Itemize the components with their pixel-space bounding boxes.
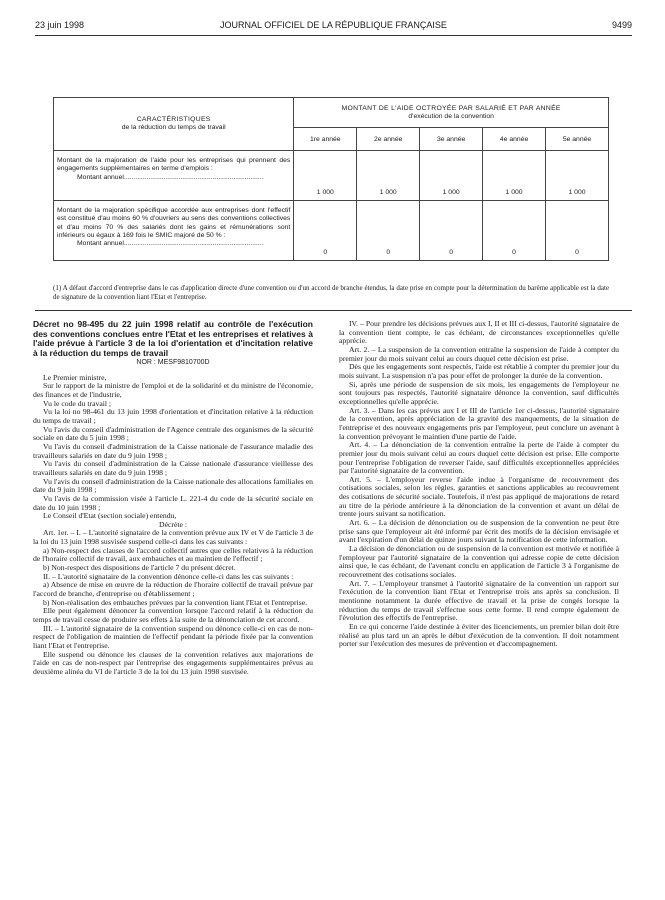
year-5-header: 5e année (546, 128, 609, 151)
table-cell: 0 (483, 201, 546, 261)
amount-title: MONTANT DE L'AIDE OCTROYÉE PAR SALARIÉ ET PAR ANNÉE (341, 104, 561, 112)
paragraph: a) Non-respect des clauses de l'accord collectif autres que celles relatives à la réduction de l'horaire collectif de travail, aux embauches et au maintien de l'effectif ; (33, 545, 313, 564)
row-text: Montant de la majoration de l'aide pour les entreprises qui prennent des engagements supplémentaires en terme d'emplois : (57, 157, 291, 173)
right-column (339, 320, 619, 649)
table-cell: 0 (357, 201, 420, 261)
table-cell: 0 (546, 201, 609, 261)
amount-subtitle: d'exécution de la convention (408, 112, 494, 120)
paragraph: Le Conseil d'Etat (section sociale) entendu, (43, 511, 177, 521)
paragraph: Art. 4. – La dénonciation de la convention entraîne la perte de l'aide à compter du premier jour du mois suivant celui au cours duquel cette décision est prise. Elle comporte pour l'entreprise l'obligation de reverser l'aide, sauf difficultés exceptionnelles appréciées par l'autorité signataire de la convention. (339, 440, 619, 476)
paragraph: En ce qui concerne l'aide destinée à éviter des licenciements, un premier bilan doit être réalisé au plus tard un an après le début d'exécution de la convention. Il doit notamment porter sur l'exécution des mesures de prévention et d'accompagnement. (339, 621, 619, 649)
table-row (54, 201, 609, 261)
paragraph: Elle peut également dénoncer la convention lorsque l'accord relatif à la réduction du temps de travail cesse de produire ses effets à la suite de la dénonciation de cet accord. (33, 606, 313, 625)
header-rule (35, 35, 632, 36)
paragraph: Vu l'avis du conseil d'administration de la Caisse nationale des allocations familiales en date du 9 juin 1998 ; (33, 476, 313, 495)
paragraph: II. – L'autorité signataire de la convention dénonce celle-ci dans les cas suivants : (43, 571, 294, 581)
paragraph: Dès que les engagements sont respectés, l'aide est rétablie à compter du premier jour du mois suivant. La suspension n'a pas pour effet de prolonger la durée de la convention. (339, 362, 619, 380)
characteristics-subtitle: de la réduction du temps de travail (121, 124, 226, 131)
left-paragraphs (33, 374, 313, 677)
paragraph: IV. – Pour prendre les décisions prévues aux I, II et III ci-dessus, l'autorité signataire de la convention tient compte, le cas échéant, de circonstances exceptionnelles qu'elle apprécie. (339, 319, 619, 346)
table-cell: 0 (420, 201, 483, 261)
decree-decides: Décrète : (159, 519, 187, 529)
row-description (54, 201, 294, 261)
paragraph: b) Non-respect des dispositions de l'article 7 du présent décret. (43, 563, 236, 573)
paragraph: a) Absence de mise en œuvre de la réduction de l'horaire collectif de travail prévue par l'accord de branche, d'entreprise ou d'établissement ; (33, 580, 313, 599)
table-row (54, 151, 609, 201)
paragraph: b) Non-réalisation des embauches prévues par la convention liant l'Etat et l'entreprise. (43, 597, 308, 607)
table-cell: 1 000 (420, 151, 483, 201)
year-4-header: 4e année (483, 128, 546, 151)
paragraph: Art. 6. – La décision de dénonciation ou de suspension de la convention ne peut être prise sans que l'employeur ait été informé par écrit des motifs de la décision envisagée et avant l'expiration d'un délai de quinze jours suivant la notification de cette information. (339, 518, 619, 545)
decree-title: Décret no 98-495 du 22 juin 1998 relatif au contrôle de l'exécution des conventions conclues entre l'Etat et les entreprises et relatives à l'aide prévue à l'article 3 de la loi d'orientation et d'incitation relative à la réduction du temps de travail (33, 319, 313, 358)
section-rule (35, 310, 632, 311)
table-cell: 1 000 (357, 151, 420, 201)
decree-nor: NOR : MESF9810700D (136, 359, 210, 366)
table-cell: 0 (294, 201, 357, 261)
paragraph: Si, après une période de suspension de six mois, les engagements de l'employeur ne sont toujours pas respectés, l'autorité signataire dénonce la convention, sauf difficultés exceptionnelles qu'elle apprécie. (339, 379, 619, 406)
paragraph: Vu le code du travail ; (43, 398, 112, 408)
paragraph: Vu l'avis du conseil d'administration de la Caisse nationale de l'assurance maladie des travailleurs salariés en date du 9 juin 1998 ; (33, 441, 313, 460)
row-subtext: Montant annuel.......................................................................... (77, 240, 264, 248)
paragraph: Art. 2. – La suspension de la convention entraîne la suspension de l'aide à compter du premier jour du mois suivant celui au cours duquel cette décision est prise. (339, 344, 619, 363)
header-journal-title: JOURNAL OFFICIEL DE LA RÉPUBLIQUE FRANÇAISE (220, 20, 447, 30)
table-cell: 1 000 (483, 151, 546, 201)
left-column (33, 320, 313, 677)
amount-header (294, 98, 609, 128)
year-1-header: 1re année (294, 128, 357, 151)
paragraph: Art. 5. – L'employeur reverse l'aide indue à l'organisme de recouvrement des cotisations sociales, selon les règles, garanties et sanctions applicables au recouvrement des cotisations de sécurité sociale. Toutefois, il n'est pas appliqué de majorations de retard au titre de la période antérieure à la dénonciation de la convention et avant un délai de trente jours suivant sa notification. (339, 474, 619, 519)
paragraph: Vu l'avis du conseil d'administration de la Caisse nationale d'assurance vieillesse des travailleurs salariés en date du 9 juin 1998 ; (33, 459, 313, 477)
aid-table (53, 97, 609, 261)
table-footnote: (1) A défaut d'accord d'entreprise dans le cas d'application directe d'une convention ou d'un accord de branche étendus, la date prise en compte pour la détermination du barème applicable est la date de signature de la convention liant l'Etat et l'entreprise. (53, 284, 609, 301)
paragraph: Art. 3. – Dans les cas prévus aux I et III de l'article 1er ci-dessus, l'autorité signataire de la convention, après appréciation de la gravité des manquements, de la situation de l'entreprise et des nouveaux engagements pris par l'employeur, peut conclure un avenant à la convention prévoyant le maintien d'une partie de l'aide. (339, 405, 619, 441)
paragraph: La décision de dénonciation ou de suspension de la convention est motivée et notifiée à l'employeur par l'autorité signataire de la convention qui adresse copie de cette décision ainsi que, le cas échéant, de l'avenant conclu en application de l'article 3 à l'organisme de recouvrement des cotisations sociales. (339, 544, 619, 580)
table-cell: 1 000 (546, 151, 609, 201)
paragraph: III. – L'autorité signataire de la convention suspend ou dénonce celle-ci en cas de non-respect de l'obligation de maintien de l'effectif pendant la période fixée par la convention liant l'Etat et l'entreprise. (33, 623, 313, 650)
characteristics-header (54, 98, 294, 151)
year-3-header: 3e année (420, 128, 483, 151)
year-2-header: 2e année (357, 128, 420, 151)
characteristics-title: CARACTÉRISTIQUES (136, 116, 211, 123)
paragraph: Elle suspend ou dénonce les clauses de la convention relatives aux majorations de l'aide en cas de non-respect par l'entreprise des engagements supplémentaires prévus au deuxième alinéa du VI de l'article 3 de la loi du 13 juin 1998 susvisée. (33, 649, 313, 676)
header-date: 23 juin 1998 (35, 20, 85, 30)
header-page-number: 9499 (611, 20, 632, 30)
paragraph: Vu l'avis de la commission visée à l'article L. 221-4 du code de la sécurité sociale en date du 10 juin 1998 ; (33, 493, 313, 512)
table-cell: 1 000 (294, 151, 357, 201)
paragraph: Vu l'avis du conseil d'administration de l'Agence centrale des organismes de la sécurité sociale en date du 5 juin 1998 ; (33, 424, 313, 443)
row-text: Montant de la majoration spécifique accordée aux entreprises dont l'effectif est constitué d'au moins 60 % d'ouvriers au sens des conventions collectives et d'au moins 70 % des salariés dont les gains et rémunérations sont inférieurs ou égaux à 169 fois le SMIC majoré de 50 % : (57, 207, 291, 239)
page-header (35, 20, 632, 34)
paragraph: Art. 1er. – I. – L'autorité signataire de la convention prévue aux IV et V de l'article 3 de la loi du 13 juin 1998 susvisée suspend celle-ci dans les cas suivants : (33, 528, 313, 547)
paragraph: Art. 7. – L'employeur transmet à l'autorité signataire de la convention un rapport sur l'exécution de la convention liant l'Etat et l'entreprise trois ans après sa conclusion. Il mentionne notamment la durée effective de travail et la prise de congés lorsque la réduction du temps de travail s'effectue sous cette forme. Il rend compte également de l'évolution des effectifs de l'entreprise. (339, 578, 619, 623)
row-description (54, 151, 294, 201)
paragraph: Vu la loi no 98-461 du 13 juin 1998 d'orientation et d'incitation relative à la réduction du temps de travail ; (33, 407, 313, 425)
paragraph: Le Premier ministre, (43, 372, 107, 382)
row-subtext: Montant annuel.......................................................................... (77, 173, 264, 181)
paragraph: Sur le rapport de la ministre de l'emploi et de la solidarité et du ministre de l'économie, des finances et de l'industrie, (33, 381, 313, 399)
